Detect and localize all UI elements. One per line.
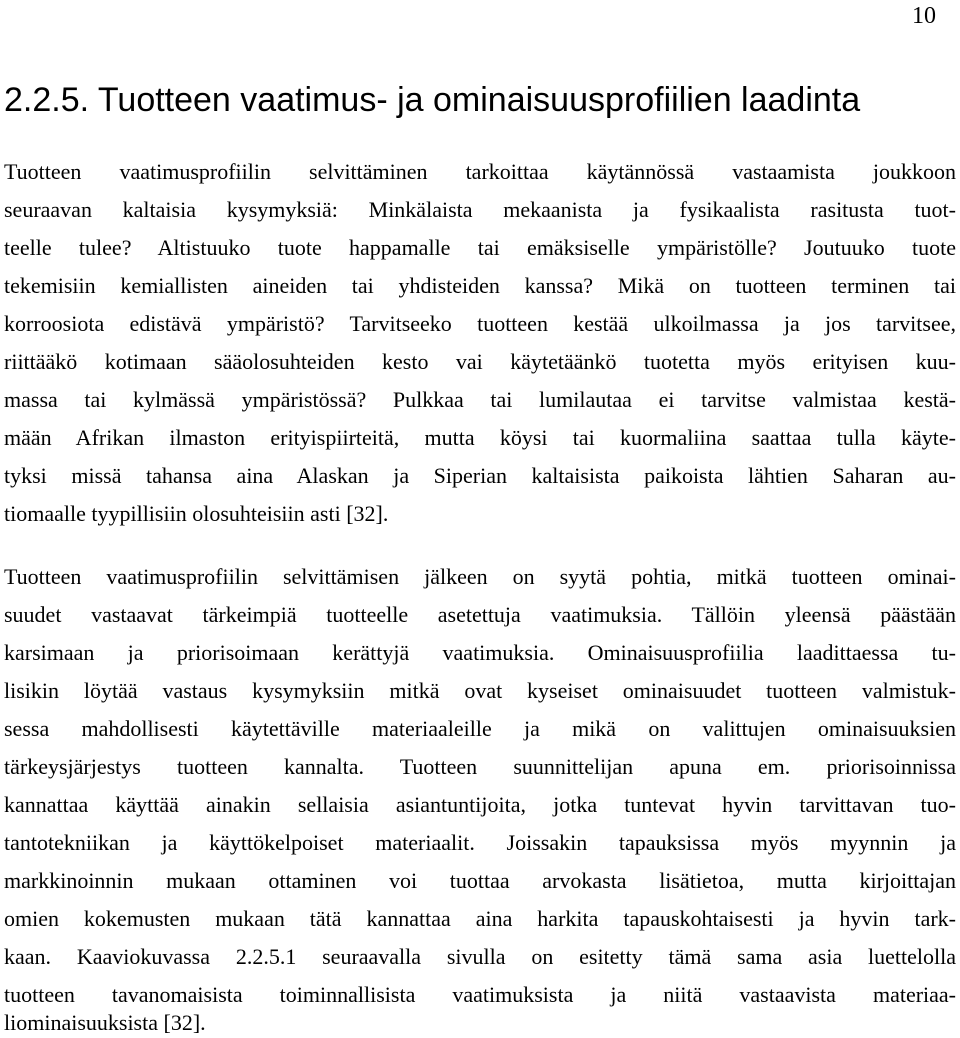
paragraph-line: karsimaan ja priorisoimaan kerättyjä vaatimuksia. Ominaisuusprofiilia laadittaessa tu-: [4, 640, 956, 665]
paragraph-line: suudet vastaavat tärkeimpiä tuotteelle asetettuja vaatimuksia. Tällöin yleensä päästään: [4, 602, 956, 627]
paragraph-line: Tuotteen vaatimusprofiilin selvittäminen tarkoittaa käytännössä vastaamista joukkoon: [4, 159, 956, 184]
paragraph-line: sessa mahdollisesti käytettäville materiaaleille ja mikä on valittujen ominaisuuksien: [4, 716, 956, 741]
paragraph-line: riittääkö kotimaan sääolosuhteiden kesto vai käytetäänkö tuotetta myös erityisen kuu-: [4, 349, 956, 374]
paragraph-line: tiomaalle tyypillisiin olosuhteisiin asti [32].: [4, 501, 389, 526]
paragraph-line: tantotekniikan ja käyttökelpoiset materiaalit. Joissakin tapauksissa myös myynnin ja: [4, 830, 956, 855]
paragraph-line: tekemisiin kemiallisten aineiden tai yhdisteiden kanssa? Mikä on tuotteen terminen tai: [4, 273, 956, 298]
section-heading: 2.2.5. Tuotteen vaatimus- ja ominaisuusprofiilien laadinta: [4, 81, 861, 119]
paragraph-line: tuotteen tavanomaisista toiminnallisista vaatimuksista ja niitä vastaavista materiaa-: [4, 982, 956, 1007]
paragraph-line: kaan. Kaaviokuvassa 2.2.5.1 seuraavalla sivulla on esitetty tämä sama asia luettelolla: [4, 944, 956, 969]
paragraph-line: markkinoinnin mukaan ottaminen voi tuottaa arvokasta lisätietoa, mutta kirjoittajan: [4, 868, 956, 893]
paragraph-line: mään Afrikan ilmaston erityispiirteitä, mutta köysi tai kuormaliina saattaa tulla käyte-: [4, 425, 956, 450]
paragraph-line: kannattaa käyttää ainakin sellaisia asiantuntijoita, jotka tuntevat hyvin tarvittavan tuo-: [4, 792, 956, 817]
paragraph-line: seuraavan kaltaisia kysymyksiä: Minkälaista mekaanista ja fysikaalista rasitusta tuot-: [4, 197, 956, 222]
paragraph-line: tyksi missä tahansa aina Alaskan ja Siperian kaltaisista paikoista lähtien Saharan au-: [4, 463, 956, 488]
paragraph-line: lisikin löytää vastaus kysymyksiin mitkä ovat kyseiset ominaisuudet tuotteen valmistuk-: [4, 678, 956, 703]
page-number: 10: [912, 3, 936, 29]
paragraph-line: korroosiota edistävä ympäristö? Tarvitseeko tuotteen kestää ulkoilmassa ja jos tarvitsee,: [4, 311, 956, 336]
paragraph-line: Tuotteen vaatimusprofiilin selvittämisen jälkeen on syytä pohtia, mitkä tuotteen ominai-: [4, 564, 956, 589]
paragraph-line: massa tai kylmässä ympäristössä? Pulkkaa tai lumilautaa ei tarvitse valmistaa kestä-: [4, 387, 956, 412]
paragraph-line: tärkeysjärjestys tuotteen kannalta. Tuotteen suunnittelijan apuna em. priorisoinnissa: [4, 754, 956, 779]
paragraph-line: teelle tulee? Altistuuko tuote happamalle tai emäksiselle ympäristölle? Joutuuko tuote: [4, 235, 956, 260]
paragraph-line: liominaisuuksista [32].: [4, 1010, 206, 1035]
paragraph-line: omien kokemusten mukaan tätä kannattaa aina harkita tapauskohtaisesti ja hyvin tark-: [4, 906, 956, 931]
